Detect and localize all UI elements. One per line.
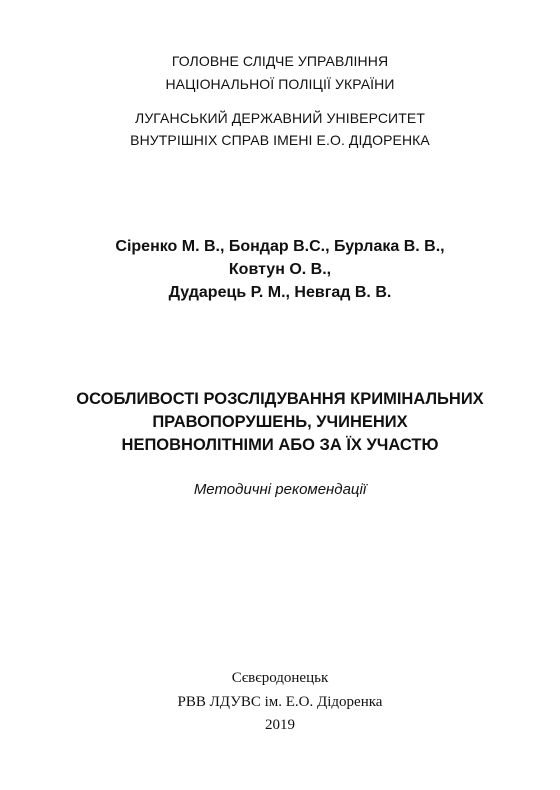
authors-line-1: Сіренко М. В., Бондар В.С., Бурлака В. В.,	[115, 238, 445, 255]
org-1-line-2: НАЦІОНАЛЬНОЇ ПОЛІЦІЇ УКРАЇНИ	[165, 76, 395, 92]
title-line-2: ПРАВОПОРУШЕНЬ, УЧИНЕНИХ	[152, 413, 408, 431]
document-type: Методичні рекомендації	[193, 481, 367, 498]
org-2-line-1: ЛУГАНСЬКИЙ ДЕРЖАВНИЙ УНІВЕРСИТЕТ	[135, 110, 425, 126]
imprint-year: 2019	[265, 717, 295, 733]
imprint-publisher: РВВ ЛДУВС ім. Е.О. Дідоренка	[177, 694, 383, 710]
imprint-city: Сєвєродонецьк	[231, 670, 329, 686]
title-line-3: НЕПОВНОЛІТНІМИ АБО ЗА ЇХ УЧАСТЮ	[121, 436, 439, 454]
org-2-line-2: ВНУТРІШНІХ СПРАВ ІМЕНІ Е.О. ДІДОРЕНКА	[130, 132, 430, 148]
authors-line-3: Дударець Р. М., Невгад В. В.	[168, 284, 392, 301]
title-line-1: ОСОБЛИВОСТІ РОЗСЛІДУВАННЯ КРИМІНАЛЬНИХ	[76, 390, 484, 408]
authors-line-2: Ковтун О. В.,	[228, 261, 332, 278]
org-1-line-1: ГОЛОВНЕ СЛІДЧЕ УПРАВЛІННЯ	[171, 53, 389, 69]
